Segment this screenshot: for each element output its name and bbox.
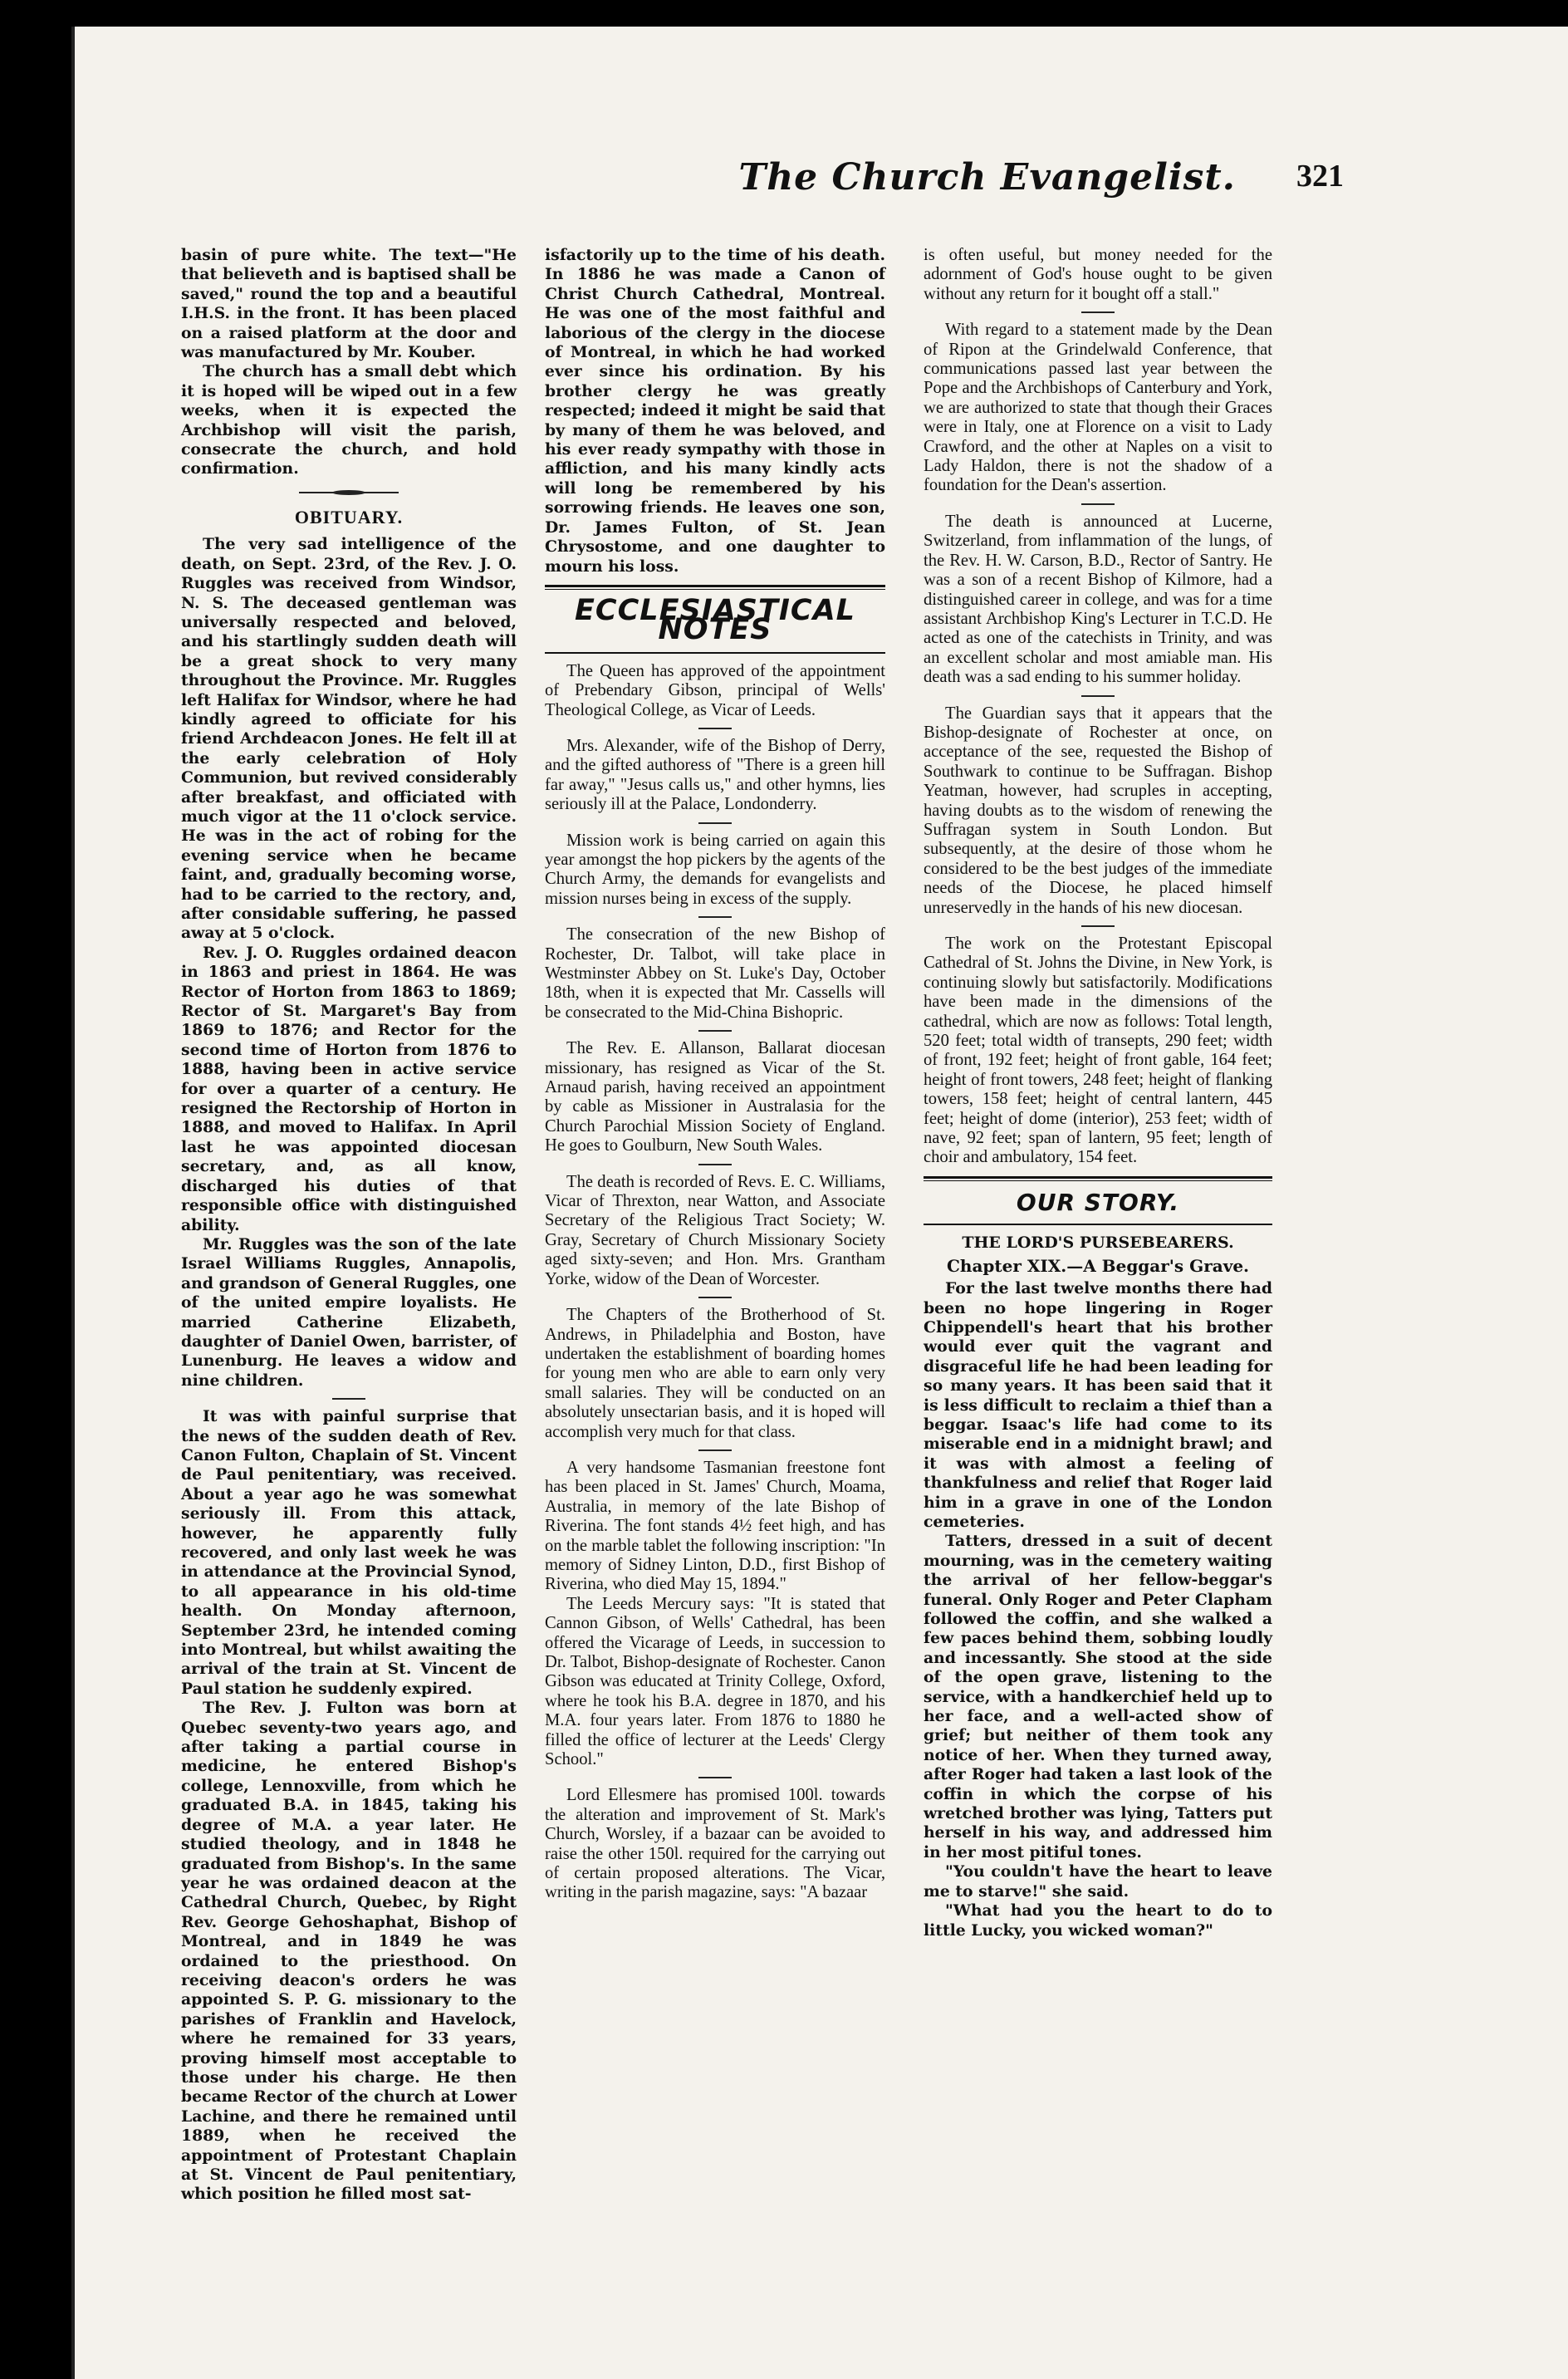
note-item: The Queen has approved of the appointment of Prebendary Gibson, principal of Wells' Theological College, as Vicar of Leeds. xyxy=(545,661,885,719)
single-rule xyxy=(924,1224,1272,1225)
publication-title: The Church Evangelist. xyxy=(738,156,1236,199)
obituary-heading: OBITUARY. xyxy=(294,506,404,527)
double-rule xyxy=(545,585,885,590)
divider xyxy=(698,728,732,729)
note-item: The Rev. E. Allanson, Ballarat diocesan missionary, has resigned as Vicar of the St. Arnaud parish, having received an appointment by cable as Missioner in Australasia for the Church Parochial Mission Society of England. He goes to Goulburn, New South Wales. xyxy=(545,1039,885,1155)
paragraph: It was with painful surprise that the news of the sudden death of Rev. Canon Fulton, Chaplain of St. Vincent de Paul penitentiary, was received. About a year ago he was somewhat seriously ill. From this attack, however, he apparently fully recovered, and only last week he was in attendance at the Provincial Synod, to all appearance in his old-time health. On Monday afternoon, September 23rd, he intended coming into Montreal, but whilst awaiting the arrival of the train at St. Vincent de Paul station he suddenly expired. xyxy=(181,1407,517,1698)
paragraph: The Guardian says that it appears that the Bishop-designate of Rochester at once, on acceptance of the see, requested the Bishop of Southwark to continue to be Suffragan. Bishop Yeatman, however, had scruples in accepting, having doubts as to the wisdom of renewing the Suffragan system in South London. But subsequently, at the desire of those whom he considered to be the best judges of the immediate needs of the Diocese, he placed himself unreservedly in the hands of his new diocesan. xyxy=(924,704,1272,917)
chapter-title: Chapter XIX.—A Beggar's Grave. xyxy=(946,1255,1250,1276)
divider xyxy=(698,1164,732,1165)
divider xyxy=(1081,311,1115,313)
paragraph: is often useful, but money needed for the adornment of God's house ought to be given without any return for it bought off a stall." xyxy=(924,246,1272,303)
divider xyxy=(1081,695,1115,697)
divider xyxy=(698,1777,732,1778)
paragraph: basin of pure white. The text—"He that believeth and is baptised shall be saved," round the top and a beautiful I.H.S. in the front. It has been placed on a raised platform at the door and was manufactured by Mr. Kouber. xyxy=(181,246,517,362)
column-3 xyxy=(924,246,1272,1940)
ecclesiastical-notes-heading: ECCLESIASTICAL NOTES xyxy=(575,593,855,647)
divider xyxy=(1081,503,1115,505)
story-paragraph: Tatters, dressed in a suit of decent mourning, was in the cemetery waiting the arrival of her fellow-beggar's funeral. Only Roger and Peter Clapham followed the coffin, and she walked a few paces behind them, sobbing loudly and incessantly. She stood at the side of the open grave, listening to the service, with a handkerchief held up to her face, and a well-acted show of grief; but neither of them took any notice of her. When they turned away, after Roger had taken a last look of the coffin in which the corpse of his wretched brother was lying, Tatters put herself in his way, and addressed him in her most pitiful tones. xyxy=(924,1532,1272,1862)
divider xyxy=(698,822,732,824)
column-1 xyxy=(181,246,517,2205)
paragraph: The very sad intelligence of the death, on Sept. 23rd, of the Rev. J. O. Ruggles was received from Windsor, N. S. The deceased gentleman was universally respected and beloved, and his startlingly sudden death will be a great shock to very many throughout the Province. Mr. Ruggles left Halifax for Windsor, where he had kindly agreed to officiate for his friend Archdeacon Jones. He felt ill at the early celebration of Holy Communion, but revived considerably after breakfast, and officiated with much vigor at the 11 o'clock service. He was in the act of robing for the evening service when he became faint, and, gradually becoming worse, had to be carried to the rectory, and, after considable suffering, he passed away at 5 o'clock. xyxy=(181,535,517,943)
paragraph: The Rev. J. Fulton was born at Quebec seventy-two years ago, and after taking a partial course in medicine, he entered Bishop's college, Lennoxville, from which he graduated B.A. in 1845, taking his degree of M.A. a year later. He studied theology, and in 1848 he graduated from Bishop's. In the same year he was ordained deacon at the Cathedral Church, Quebec, by Right Rev. George Gehoshaphat, Bishop of Montreal, and in 1849 he was ordained to the priesthood. On receiving deacon's orders he was appointed S. P. G. missionary to the parishes of Franklin and Havelock, where he remained for 33 years, proving himself most acceptable to those under his charge. He then became Rector of the church at Lower Lachine, and there he remained until 1889, when he received the appointment of Protestant Chaplain at St. Vincent de Paul penitentiary, which position he filled most sat- xyxy=(181,1699,517,2204)
divider xyxy=(1081,925,1115,927)
page-edge-rule xyxy=(71,27,75,2379)
story-paragraph: "You couldn't have the heart to leave me to starve!" she said. xyxy=(924,1862,1272,1901)
running-header xyxy=(71,156,1344,206)
divider xyxy=(698,916,732,918)
note-item: The consecration of the new Bishop of Rochester, Dr. Talbot, will take place in Westminster Abbey on St. Luke's Day, October 18th, when it is expected that Mr. Cassells will be consecrated to the Mid-China Bishopric. xyxy=(545,925,885,1022)
note-item: The Leeds Mercury says: "It is stated that Cannon Gibson, of Wells' Cathedral, has been offered the Vicarage of Leeds, in succession to Dr. Talbot, Bishop-designate of Rochester. Canon Gibson was educated at Trinity College, Oxford, where he took his B.A. degree in 1870, and his M.A. four years later. From 1876 to 1880 he filled the office of lecturer at the Leeds' Clergy School." xyxy=(545,1594,885,1769)
paragraph: The church has a small debt which it is hoped will be wiped out in a few weeks, when it is expected the Archbishop will visit the parish, consecrate the church, and hold confirmation. xyxy=(181,362,517,478)
single-rule xyxy=(545,652,885,654)
our-story-heading: OUR STORY. xyxy=(1016,1188,1180,1216)
divider xyxy=(698,1449,732,1451)
paragraph: Rev. J. O. Ruggles ordained deacon in 1863 and priest in 1864. He was Rector of Horton from 1863 to 1869; Rector of St. Margaret's Bay from 1869 to 1876; and Rector for the second time of Horton from 1876 to 1888, having been in active service for over a quarter of a century. He resigned the Rectorship of Horton in 1888, and moved to Halifax. In April last he was appointed diocesan secretary, and, as all know, discharged his duties of that responsible office with distinguished ability. xyxy=(181,943,517,1234)
note-item: A very handsome Tasmanian freestone font has been placed in St. James' Church, Moama, Australia, in memory of the late Bishop of Riverina. The font stands 4½ feet high, and has on the marble tablet the following inscription: "In memory of Sidney Linton, D.D., first Bishop of Riverina, who died May 15, 1894." xyxy=(545,1458,885,1594)
paragraph: Mr. Ruggles was the son of the late Israel Williams Ruggles, Annapolis, and grandson of General Ruggles, one of the united empire loyalists. He married Catherine Elizabeth, daughter of Daniel Owen, barrister, of Lunenburg. He leaves a widow and nine children. xyxy=(181,1234,517,1390)
divider xyxy=(698,1297,732,1298)
story-paragraph: "What had you the heart to do to little Lucky, you wicked woman?" xyxy=(924,1901,1272,1940)
double-rule xyxy=(924,1176,1272,1181)
story-paragraph: For the last twelve months there had been no hope lingering in Roger Chippendell's heart that his brother would ever quit the vagrant and disgraceful life he had been leading for so many years. It has been said that it is less difficult to reclaim a thief than a beggar. Isaac's life had come to its miserable end in a midnight brawl; and it was with almost a feeling of thankfulness and relief that Roger laid him in a grave in one of the London cemeteries. xyxy=(924,1279,1272,1531)
column-2 xyxy=(545,246,885,1903)
divider xyxy=(332,1398,365,1400)
page-number: 321 xyxy=(1296,159,1344,194)
note-item: The Chapters of the Brotherhood of St. Andrews, in Philadelphia and Boston, have undertaken the establishment of boarding homes for young men who are able to earn only very small salaries. They will be conducted on an absolutely unsectarian basis, and it is hoped will accomplish very much for that class. xyxy=(545,1306,885,1441)
note-item: Mission work is being carried on again this year amongst the hop pickers by the agents of the Church Army, the demands for evangelists and mission nurses being in excess of the supply. xyxy=(545,831,885,908)
section-ornament xyxy=(299,489,399,496)
paragraph: With regard to a statement made by the Dean of Ripon at the Grindelwald Conference, that communications passed last year between the Pope and the Archbishops of Canterbury and York, we are authorized to state that though their Graces were in Italy, one at Florence on a visit to Lady Crawford, and the other at Naples on a visit to Lady Haldon, there is not the shadow of a foundation for the Dean's assertion. xyxy=(924,321,1272,495)
note-item: Mrs. Alexander, wife of the Bishop of Derry, and the gifted authoress of "There is a green hill far away," "Jesus calls us," and other hymns, lies seriously ill at the Palace, Londonderry. xyxy=(545,736,885,814)
paragraph: The work on the Protestant Episcopal Cathedral of St. Johns the Divine, in New York, is continuing slowly but satisfactorily. Modifications have been made in the dimensions of the cathedral, which are now as follows: Total length, 520 feet; total width of transepts, 290 feet; width of front, 192 feet; height of front gable, 164 feet; height of front towers, 248 feet; height of flanking towers, 158 feet; height of central lantern, 445 feet; height of dome (interior), 253 feet; width of nave, 92 feet; span of lantern, 95 feet; length of choir and ambulatory, 154 feet. xyxy=(924,934,1272,1167)
story-title: THE LORD'S PURSEBEARERS. xyxy=(962,1234,1234,1253)
paragraph: The death is announced at Lucerne, Switzerland, from inflammation of the lungs, of the Rev. H. W. Carson, B.D., Rector of Santry. He was a son of a recent Bishop of Kilmore, had a distinguished career in college, and was for a time assistant Archbishop King's Lecturer in T.C.D. He acted as one of the catechists in Trinity, and was an excellent scholar and most amiable man. His death was a sad ending to his summer holiday. xyxy=(924,512,1272,687)
divider xyxy=(698,1030,732,1032)
note-item: The death is recorded of Revs. E. C. Williams, Vicar of Threxton, near Watton, and Associate Secretary of the Religious Tract Society; W. Gray, Secretary of Church Missionary Society aged sixty-seven; and Hon. Mrs. Grantham Yorke, widow of the Dean of Worcester. xyxy=(545,1172,885,1288)
paragraph: isfactorily up to the time of his death. In 1886 he was made a Canon of Christ Church Cathedral, Montreal. He was one of the most faithful and laborious of the clergy in the diocese of Montreal, in which he had worked ever since his ordination. By his brother clergy he was greatly respected; indeed it might be said that by many of them he was beloved, and his ever ready sympathy with those in affliction, and his many kindly acts will long be remembered by his sorrowing friends. He leaves one son, Dr. James Fulton, of St. Jean Chrysostome, and one daughter to mourn his loss. xyxy=(545,246,885,576)
note-item: Lord Ellesmere has promised 100l. towards the alteration and improvement of St. Mark's Church, Worsley, if a bazaar can be avoided to raise the other 150l. required for the carrying out of certain proposed alterations. The Vicar, writing in the parish magazine, says: "A bazaar xyxy=(545,1786,885,1902)
